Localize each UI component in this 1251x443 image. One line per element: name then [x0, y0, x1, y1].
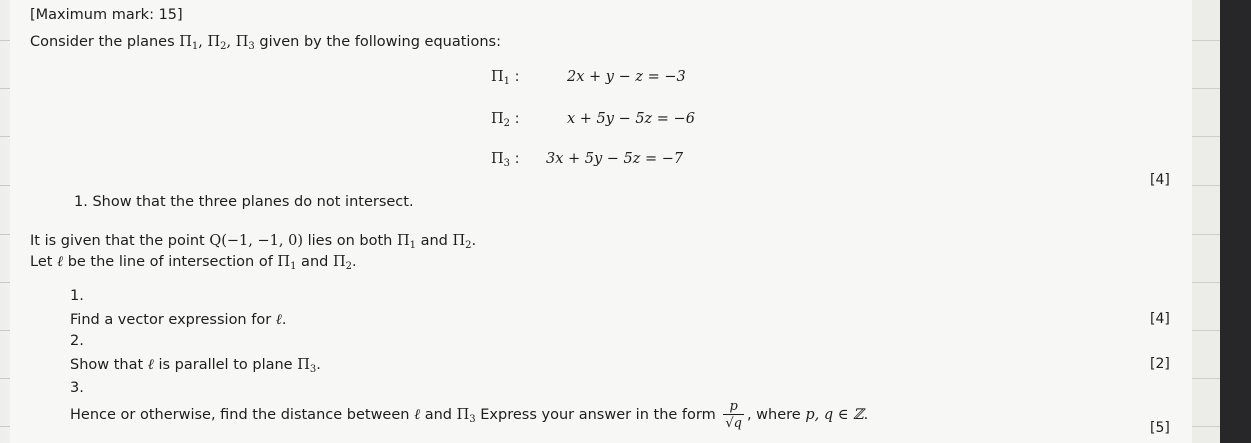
plane-3-equation: 3x + 5y − 5z = −7: [546, 151, 684, 167]
plane-3-label: $\Pi_3$ :: [491, 151, 520, 169]
given-point-text: It is given that the point Q(−1, −1, 0) lies on both $\Pi_1$ and $\Pi_2$.: [30, 233, 477, 251]
question-sheet: [10, 0, 1192, 443]
subpart-1-number: 1.: [70, 288, 84, 304]
part-1-text: 1. Show that the three planes do not intersect.: [74, 194, 414, 210]
right-margin-strip: [1192, 0, 1220, 443]
subpart-1-marks: [4]: [1150, 311, 1170, 327]
margin-rule: [1192, 40, 1220, 41]
margin-rule: [1192, 88, 1220, 89]
subpart-2-text: Show that ℓ is parallel to plane $\Pi_3$.: [70, 357, 321, 375]
line-definition-text: Let ℓ be the line of intersection of $\Pi_1$ and $\Pi_2$.: [30, 254, 357, 272]
subpart-3-number: 3.: [70, 380, 84, 396]
maximum-mark: [Maximum mark: 15]: [30, 7, 183, 23]
point-q: Q(−1, −1, 0): [209, 233, 303, 249]
subpart-3-marks: [5]: [1150, 420, 1170, 436]
plane-2-equation: x + 5y − 5z = −6: [567, 111, 695, 127]
margin-rule: [1192, 426, 1220, 427]
margin-rule: [1192, 234, 1220, 235]
margin-rule: [1192, 136, 1220, 137]
margin-rule: [1192, 282, 1220, 283]
margin-rule: [1192, 378, 1220, 379]
subpart-1-text: Find a vector expression for ℓ.: [70, 312, 287, 328]
subpart-2-number: 2.: [70, 333, 84, 349]
intro-text: Consider the planes $\Pi_1$, $\Pi_2$, $\Pi_3$ given by the following equations:: [30, 34, 501, 52]
margin-rule: [1192, 330, 1220, 331]
plane-1-equation: 2x + y − z = −3: [567, 69, 686, 85]
subpart-3-text: Hence or otherwise, find the distance between ℓ and $\Pi_3$ Express your answer in the form $\frac{p}{√q}$ , where p, q ∈ ℤ.: [70, 398, 869, 431]
margin-rule: [1192, 185, 1220, 186]
plane-1-label: $\Pi_1$ :: [491, 69, 520, 87]
subpart-2-marks: [2]: [1150, 356, 1170, 372]
background-edge: [1220, 0, 1251, 443]
fraction-p-over-root-q: $\frac{p}{√q}$: [725, 398, 742, 431]
plane-2-label: $\Pi_2$ :: [491, 111, 520, 129]
part-1-marks: [4]: [1150, 172, 1170, 188]
